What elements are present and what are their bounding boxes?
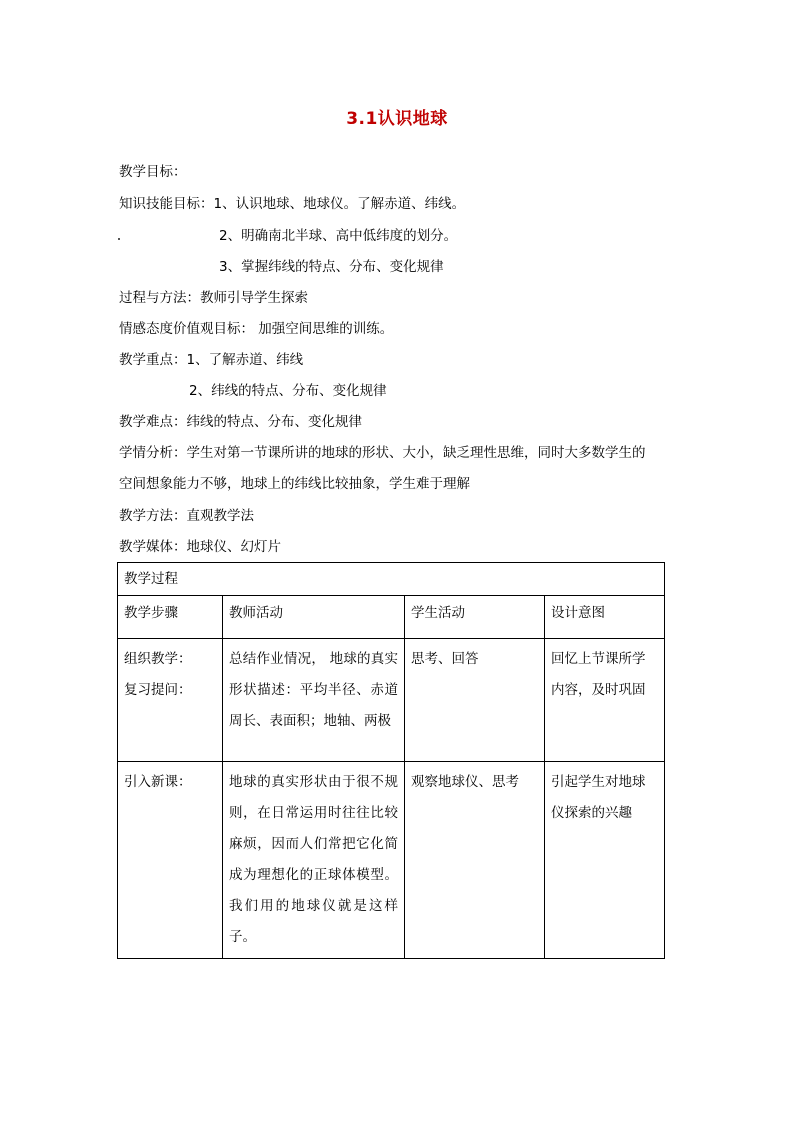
- key-points-line-1: 教学重点：1、了解赤道、纬线: [119, 352, 304, 368]
- key-points-line-2: 2、纬线的特点、分布、变化规律: [189, 383, 387, 399]
- table-row: [118, 762, 665, 959]
- row-student-activity: 思考、回答: [405, 639, 545, 762]
- knowledge-objective-3: 3、掌握纬线的特点、分布、变化规律: [219, 259, 444, 275]
- process-method-objective: 过程与方法：教师引导学生探索: [119, 290, 308, 306]
- row-step: [118, 762, 223, 959]
- header-teacher: 教师活动: [223, 596, 405, 639]
- row-step-line: 引入新课：: [124, 774, 192, 790]
- difficulty-line: 教学难点：纬线的特点、分布、变化规律: [119, 414, 362, 430]
- table-caption-row: [118, 563, 665, 596]
- analysis-line-2: 空间想象能力不够，地球上的纬线比较抽象，学生难于理解: [119, 476, 470, 492]
- media-line: 教学媒体：地球仪、幻灯片: [119, 539, 281, 555]
- knowledge-objective-1: 1、认识地球、地球仪。了解赤道、纬线。: [213, 196, 466, 212]
- knowledge-objective-2: 2、明确南北半球、高中低纬度的划分。: [219, 228, 458, 244]
- table-header-row: [118, 596, 665, 639]
- row-step-line: 复习提问：: [124, 682, 192, 698]
- knowledge-objective-line: [119, 194, 465, 214]
- analysis-line-1: 学情分析：学生对第一节课所讲的地球的形状、大小，缺乏理性思维，同时大多数学生的: [119, 445, 646, 461]
- lesson-process-table: [117, 562, 665, 959]
- document-title: 3.1认识地球: [346, 109, 448, 129]
- table-caption: 教学过程: [118, 563, 665, 596]
- row-step: [118, 639, 223, 762]
- row-student-activity: 观察地球仪、思考: [405, 762, 545, 959]
- method-line: 教学方法：直观教学法: [119, 508, 254, 524]
- stray-mark: [118, 238, 120, 240]
- row-teacher-activity: 总结作业情况， 地球的真实形状描述：平均半径、赤道周长、表面积；地轴、两极: [223, 639, 405, 762]
- knowledge-objective-label: 知识技能目标：: [119, 196, 214, 212]
- header-intent: 设计意图: [545, 596, 665, 639]
- row-step-line: 组织教学：: [124, 651, 192, 667]
- row-design-intent: 引起学生对地球仪探索的兴趣: [545, 762, 665, 959]
- row-teacher-activity: 地球的真实形状由于很不规则，在日常运用时往往比较麻烦，因而人们常把它化简成为理想化的正球体模型。我们用的地球仪就是这样子。: [223, 762, 405, 959]
- header-step: 教学步骤: [118, 596, 223, 639]
- objectives-heading: 教学目标：: [119, 164, 187, 180]
- row-design-intent: 回忆上节课所学内容，及时巩固: [545, 639, 665, 762]
- header-student: 学生活动: [405, 596, 545, 639]
- emotion-objective: 情感态度价值观目标： 加强空间思维的训练。: [119, 321, 394, 337]
- table-row: [118, 639, 665, 762]
